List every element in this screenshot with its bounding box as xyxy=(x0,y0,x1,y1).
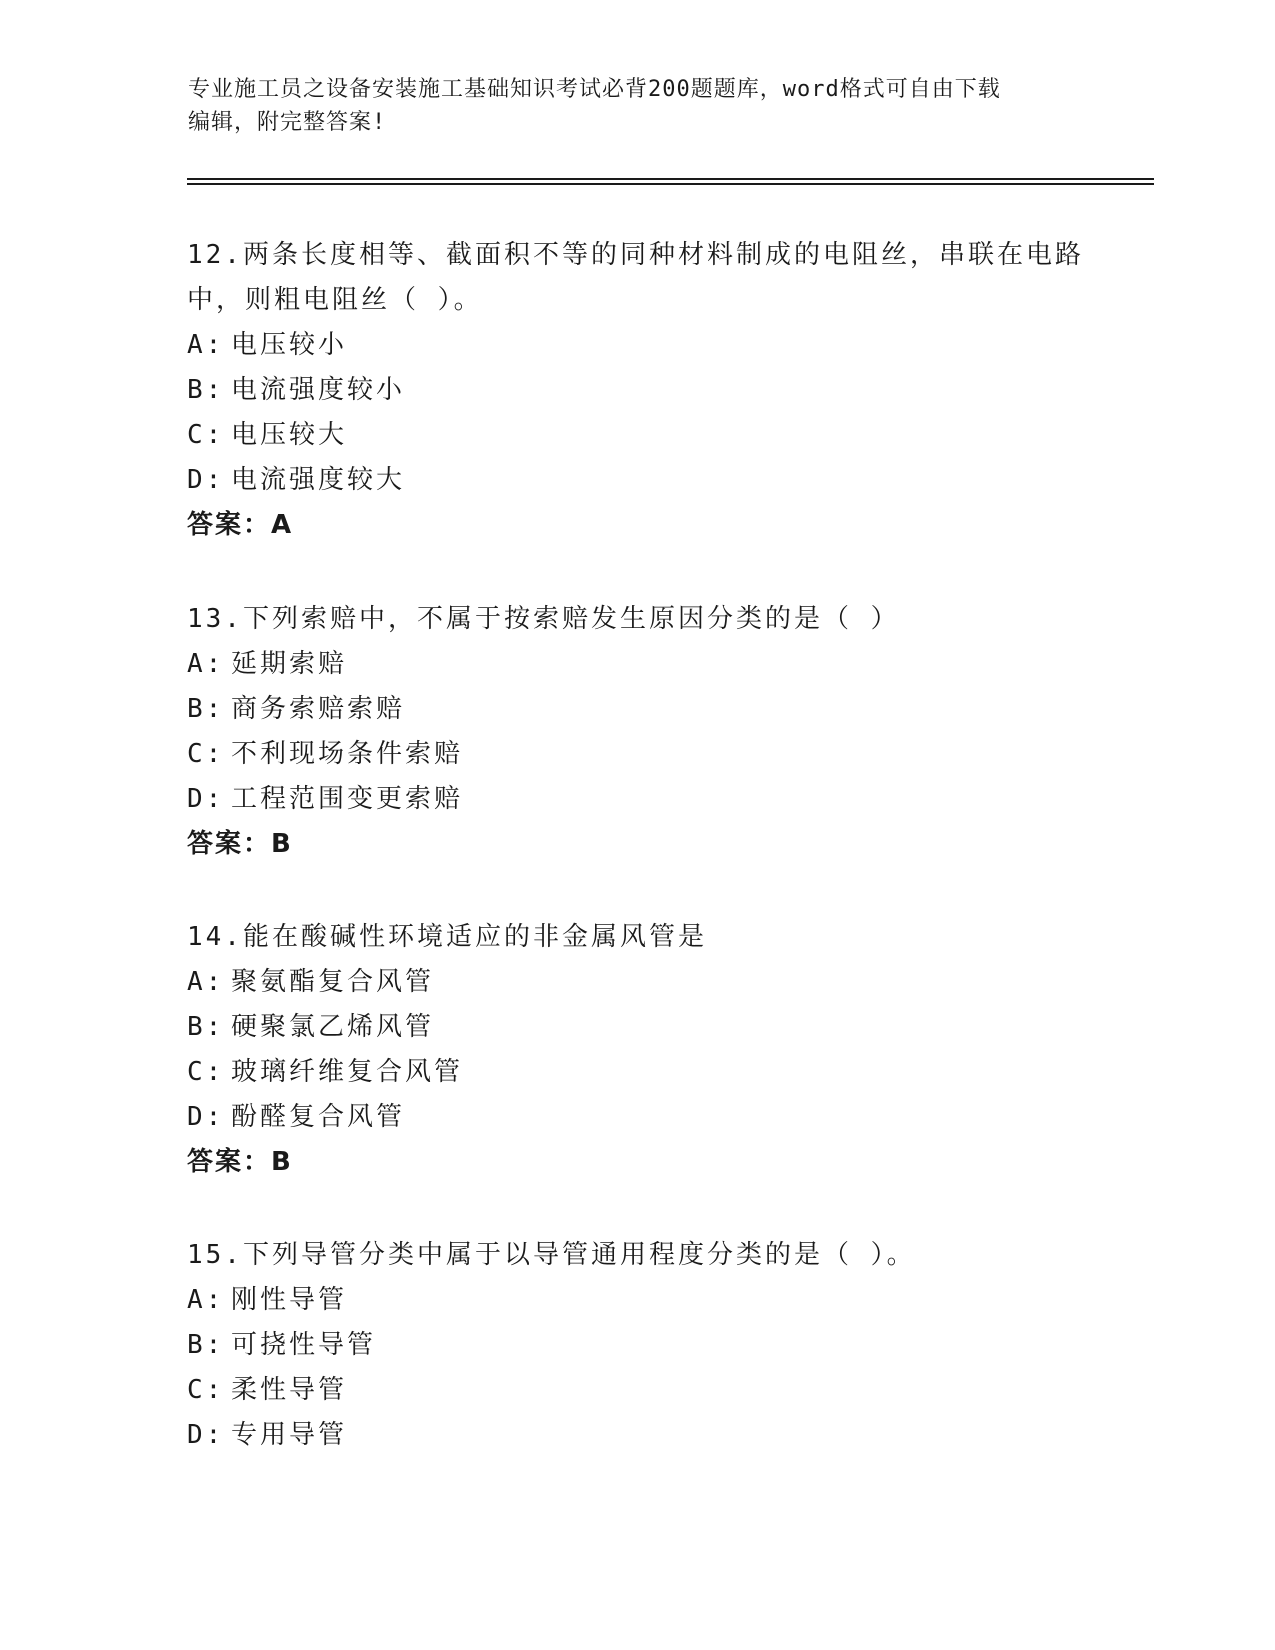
question-stem: 13.下列索赔中，不属于按索赔发生原因分类的是（ ） xyxy=(187,604,900,634)
option-text: 电流强度较大 xyxy=(231,465,406,495)
option-a xyxy=(187,323,1087,368)
option-key: A: xyxy=(187,649,225,679)
question-stem: 15.下列导管分类中属于以导管通用程度分类的是（ ）。 xyxy=(187,1240,916,1270)
option-a xyxy=(187,1278,1087,1323)
option-d xyxy=(187,1413,1087,1458)
option-text: 柔性导管 xyxy=(231,1375,348,1405)
option-a xyxy=(187,642,1087,687)
option-c xyxy=(187,732,1087,777)
option-key: B: xyxy=(187,1012,225,1042)
question-stem xyxy=(187,233,1087,323)
option-text: 可挠性导管 xyxy=(231,1330,377,1360)
option-key: C: xyxy=(187,420,225,450)
option-a xyxy=(187,960,1087,1005)
option-key: A: xyxy=(187,967,225,997)
option-key: B: xyxy=(187,1330,225,1360)
option-key: C: xyxy=(187,1057,225,1087)
option-text: 延期索赔 xyxy=(231,649,348,679)
header-title-line-2: 编辑，附完整答案! xyxy=(188,110,387,135)
option-text: 电压较小 xyxy=(231,330,348,360)
option-c xyxy=(187,1368,1087,1413)
option-b xyxy=(187,687,1087,732)
option-key: B: xyxy=(187,694,225,724)
document-header xyxy=(188,73,1068,139)
question-15 xyxy=(187,1233,1087,1458)
header-title-line-1: 专业施工员之设备安装施工基础知识考试必背200题题库，word格式可自由下载 xyxy=(188,77,1001,102)
option-text: 商务索赔索赔 xyxy=(231,694,406,724)
question-stem-line-2: 中，则粗电阻丝（ ）。 xyxy=(187,285,483,315)
option-d xyxy=(187,777,1087,822)
option-c xyxy=(187,413,1087,458)
option-key: D: xyxy=(187,1420,225,1450)
option-b xyxy=(187,368,1087,413)
answer-label: 答案：B xyxy=(187,1147,293,1177)
option-key: A: xyxy=(187,330,225,360)
option-b xyxy=(187,1005,1087,1050)
option-key: A: xyxy=(187,1285,225,1315)
option-key: D: xyxy=(187,784,225,814)
option-text: 聚氨酯复合风管 xyxy=(231,967,435,997)
option-text: 电压较大 xyxy=(231,420,348,450)
option-text: 电流强度较小 xyxy=(231,375,406,405)
option-text: 玻璃纤维复合风管 xyxy=(231,1057,464,1087)
option-d xyxy=(187,1095,1087,1140)
option-text: 酚醛复合风管 xyxy=(231,1102,406,1132)
option-key: D: xyxy=(187,465,225,495)
option-text: 硬聚氯乙烯风管 xyxy=(231,1012,435,1042)
option-text: 刚性导管 xyxy=(231,1285,348,1315)
option-c xyxy=(187,1050,1087,1095)
option-key: C: xyxy=(187,739,225,769)
option-text: 专用导管 xyxy=(231,1420,348,1450)
answer-label: 答案：B xyxy=(187,829,293,859)
question-14 xyxy=(187,915,1087,1185)
question-12 xyxy=(187,233,1087,548)
option-text: 不利现场条件索赔 xyxy=(231,739,464,769)
option-key: C: xyxy=(187,1375,225,1405)
question-13 xyxy=(187,597,1087,867)
header-divider-bottom xyxy=(187,183,1154,185)
option-key: D: xyxy=(187,1102,225,1132)
answer-label: 答案：A xyxy=(187,510,294,540)
question-stem-line-1: 12.两条长度相等、截面积不等的同种材料制成的电阻丝，串联在电路 xyxy=(187,240,1084,270)
header-divider-top xyxy=(187,178,1154,180)
option-d xyxy=(187,458,1087,503)
option-text: 工程范围变更索赔 xyxy=(231,784,464,814)
question-stem: 14.能在酸碱性环境适应的非金属风管是 xyxy=(187,922,707,952)
option-key: B: xyxy=(187,375,225,405)
option-b xyxy=(187,1323,1087,1368)
